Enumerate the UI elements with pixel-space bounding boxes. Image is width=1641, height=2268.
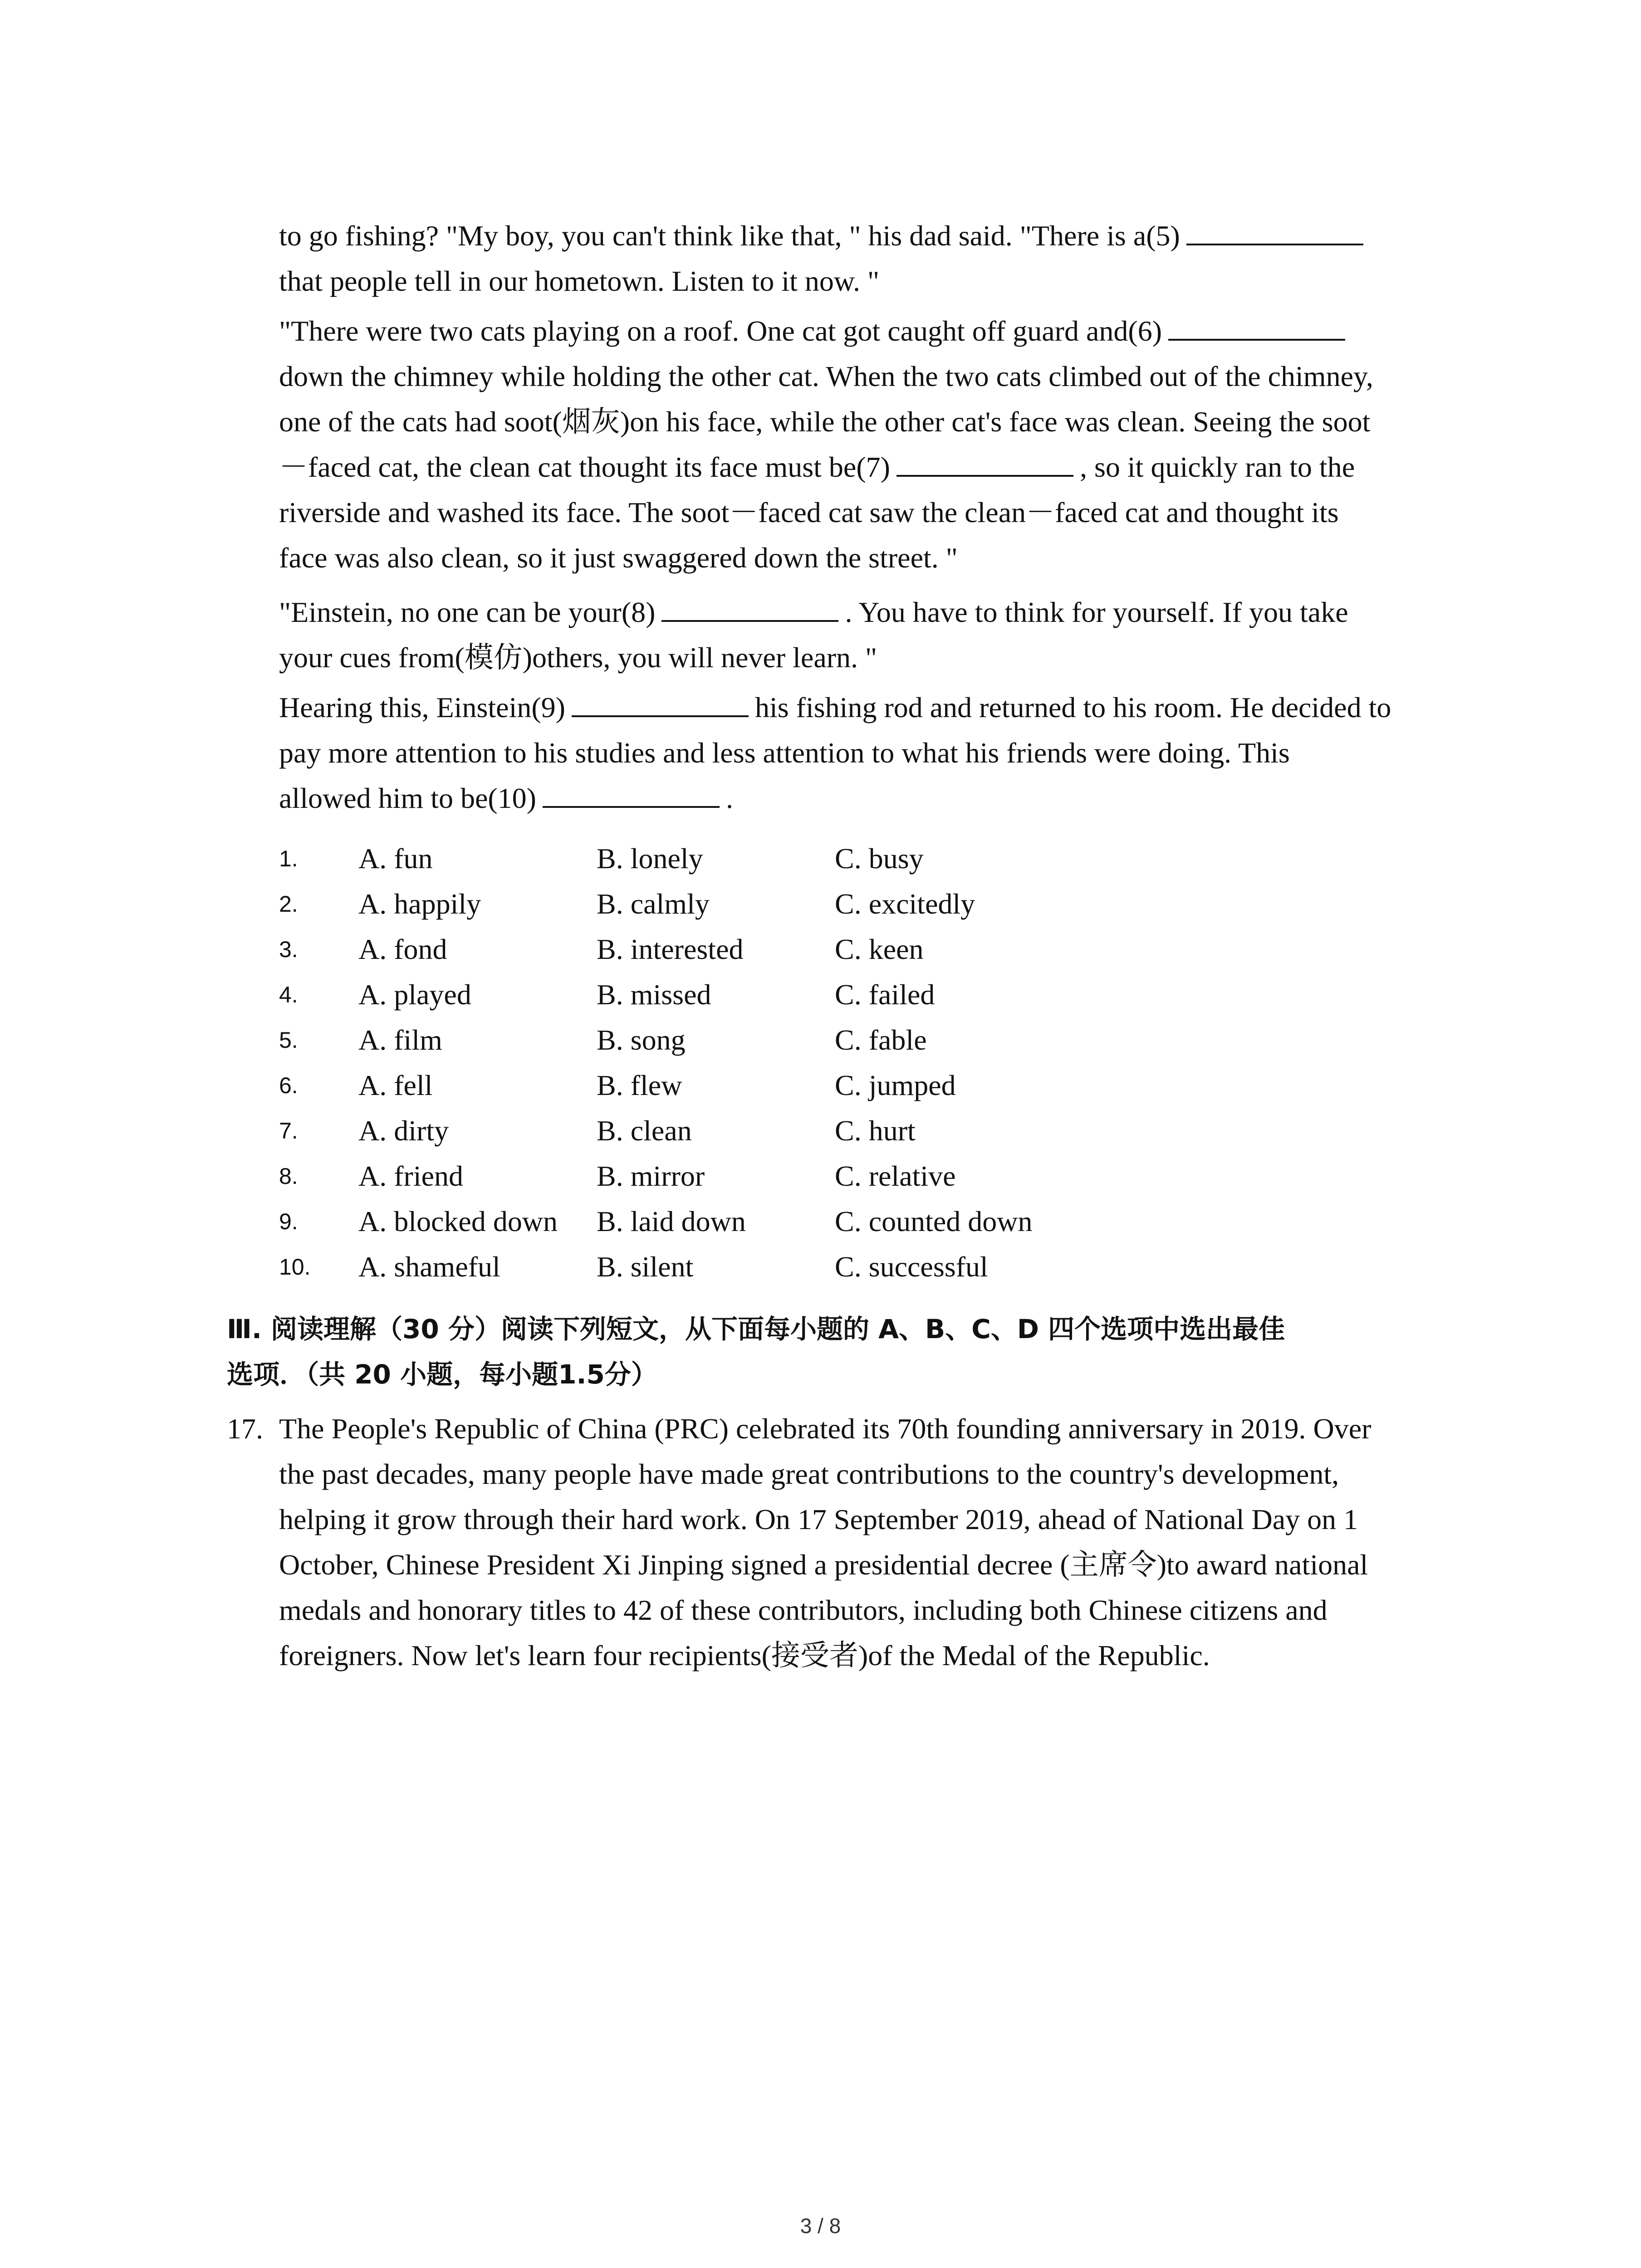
option-a: A. fond [358,933,447,965]
line-text: －faced cat, the clean cat thought its face must be(7) [279,451,890,483]
passage-line [279,259,1481,304]
option-number: 8. [279,1163,298,1189]
line-text: "Einstein, no one can be your(8) [279,596,656,628]
passage-paragraph-4 [279,685,1481,821]
option-c: C. hurt [835,1114,916,1147]
line-text: that people tell in our hometown. Listen to it now. " [279,265,880,297]
passage-paragraph-1 [279,213,1481,304]
line-text: allowed him to be(10) [279,782,536,814]
option-c: C. relative [835,1160,956,1192]
section-heading-line-2: 选项．（共 20 小题，每小题1.5分） [227,1359,657,1390]
answer-blank [661,594,838,622]
answer-blank [1186,217,1363,245]
option-row [279,927,1368,972]
line-text: . [725,782,733,814]
option-b: B. clean [597,1114,692,1147]
option-row [279,972,1368,1017]
passage-line [279,213,1481,259]
passage-line [279,445,1481,490]
option-number: 9. [279,1209,298,1234]
question-line: October, Chinese President Xi Jinping signed a presidential decree (主席令)to award national [279,1549,1368,1581]
option-b: B. interested [597,933,744,965]
section-heading-line-1: Ⅲ. 阅读理解（30 分）阅读下列短文，从下面每小题的 A、B、C、D 四个选项中选出最佳 [227,1314,1285,1344]
option-b: B. silent [597,1251,694,1283]
option-c: C. jumped [835,1069,956,1101]
option-b: B. lonely [597,842,703,875]
option-a: A. fell [358,1069,433,1101]
passage-paragraph-3 [279,590,1481,680]
line-text: one of the cats had soot(烟灰)on his face, while the other cat's face was clean. Seeing the soot [279,406,1371,438]
page-number: 3 / 8 [800,2214,841,2238]
option-b: B. mirror [597,1160,705,1192]
answer-blank [572,689,749,717]
line-text: riverside and washed its face. The soot－faced cat saw the clean－faced cat and thought its [279,496,1339,528]
option-c: C. successful [835,1251,988,1283]
option-b: B. laid down [597,1205,746,1237]
passage-line [279,308,1481,354]
passage-line [279,685,1481,730]
question-17-text [279,1406,1481,1678]
option-b: B. missed [597,978,711,1011]
line-text: your cues from(模仿)others, you will never learn. " [279,641,877,674]
option-row [279,1154,1368,1199]
passage-line [279,490,1481,535]
option-number: 3. [279,937,298,962]
option-c: C. excitedly [835,888,975,920]
line-text: . You have to think for yourself. If you take [845,596,1348,628]
answer-blank [543,780,720,808]
option-row [279,1063,1368,1108]
option-b: B. song [597,1024,686,1056]
option-a: A. shameful [358,1251,500,1283]
option-a: A. film [358,1024,442,1056]
line-text: pay more attention to his studies and less attention to what his friends were doing. This [279,737,1290,769]
passage-line [279,776,1481,821]
option-b: B. flew [597,1069,682,1101]
option-row [279,1017,1368,1063]
option-row [279,1108,1368,1154]
passage-paragraph-2 [279,308,1481,581]
option-row [279,836,1368,881]
option-a: A. friend [358,1160,464,1192]
option-c: C. busy [835,842,924,875]
option-row [279,1199,1368,1244]
option-a: A. played [358,978,471,1011]
option-a: A. happily [358,888,481,920]
passage-line [279,535,1481,581]
option-row [279,1244,1368,1290]
option-c: C. failed [835,978,935,1011]
option-number: 7. [279,1118,298,1144]
option-c: C. fable [835,1024,927,1056]
option-number: 5. [279,1027,298,1053]
option-number: 10. [279,1254,311,1280]
option-a: A. fun [358,842,433,875]
question-number: 17. [227,1413,263,1445]
option-row [279,881,1368,927]
passage-line [279,730,1481,776]
line-text: face was also clean, so it just swaggered down the street. " [279,542,958,574]
line-text: "There were two cats playing on a roof. One cat got caught off guard and(6) [279,315,1162,347]
line-text: Hearing this, Einstein(9) [279,691,565,723]
passage-line [279,399,1481,445]
option-number: 6. [279,1073,298,1098]
option-c: C. counted down [835,1205,1033,1237]
option-b: B. calmly [597,888,710,920]
answer-blank [896,449,1073,477]
answer-blank [1168,313,1345,341]
line-text: down the chimney while holding the other cat. When the two cats climbed out of the chimney, [279,360,1373,392]
line-text: his fishing rod and returned to his room. He decided to [754,691,1391,723]
option-c: C. keen [835,933,924,965]
question-line: the past decades, many people have made great contributions to the country's development, [279,1458,1339,1490]
option-number: 2. [279,891,298,917]
passage-line [279,590,1481,635]
line-text: to go fishing? "My boy, you can't think like that, " his dad said. "There is a(5) [279,220,1180,252]
option-a: A. dirty [358,1114,449,1147]
question-line: helping it grow through their hard work. On 17 September 2019, ahead of National Day on 1 [279,1503,1358,1535]
option-number: 4. [279,982,298,1007]
question-line: The People's Republic of China (PRC) celebrated its 70th founding anniversary in 2019. Over [279,1413,1372,1445]
passage-line [279,635,1481,680]
question-line: medals and honorary titles to 42 of these contributors, including both Chinese citizens and [279,1594,1327,1626]
passage-line [279,354,1481,399]
question-line: foreigners. Now let's learn four recipients(接受者)of the Medal of the Republic. [279,1639,1210,1672]
option-a: A. blocked down [358,1205,558,1237]
line-text: , so it quickly ran to the [1079,451,1355,483]
option-number: 1. [279,846,298,871]
section-3-heading [227,1306,1488,1397]
